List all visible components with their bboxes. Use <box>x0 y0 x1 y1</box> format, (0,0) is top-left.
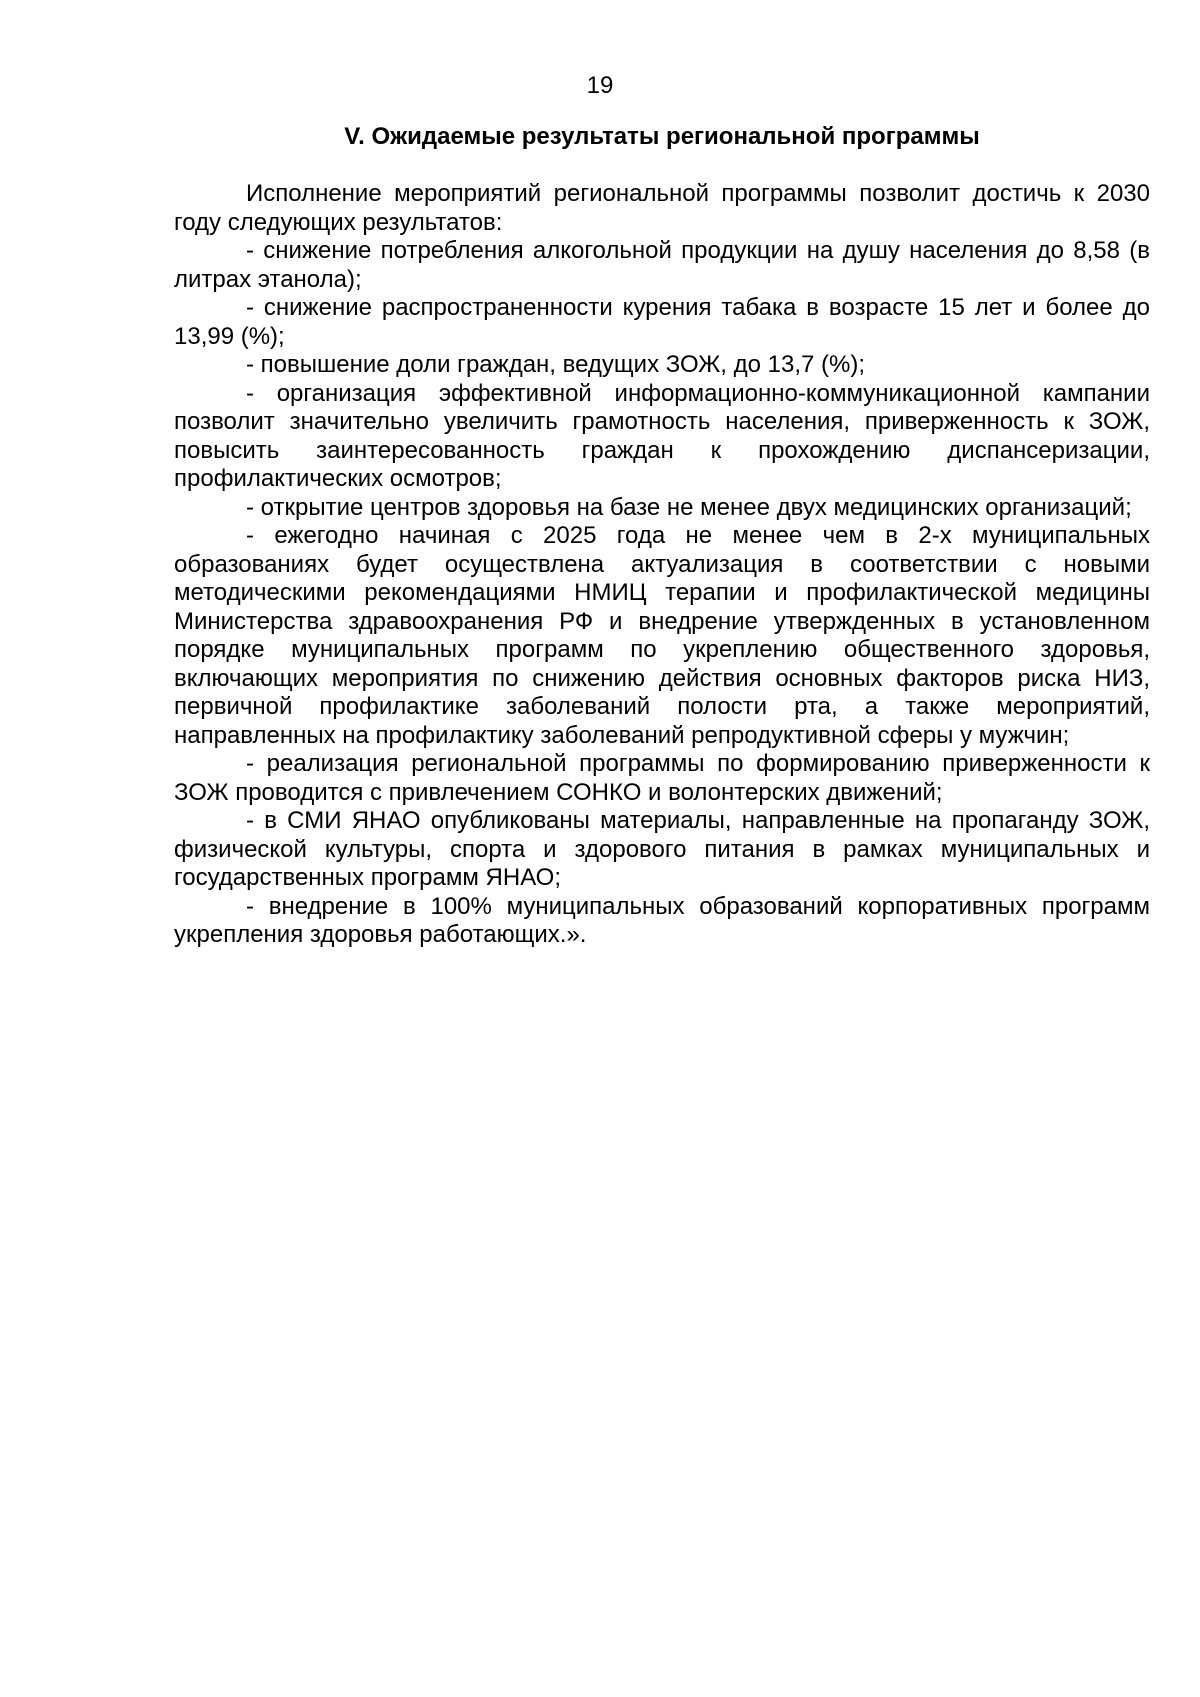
result-item-healthy-lifestyle-share: - повышение доли граждан, ведущих ЗОЖ, до 13,7 (%); <box>246 351 866 378</box>
result-item-media: - в СМИ ЯНАО опубликованы материалы, направленные на пропаганду ЗОЖ, физической культуры, спорта и здорового питания в рамках муниципальных и государственных программ ЯНАО; <box>174 807 1150 891</box>
result-item-municipal-programs: - ежегодно начиная с 2025 года не менее чем в 2-х муниципальных образованиях будет осуществлена актуализация в соответствии с новыми методическими рекомендациями НМИЦ терапии и профилактической медицины Министерства здравоохранения РФ и внедрение утвержденных в установленном порядке муниципальных программ по укреплению общественного здоровья, включающих мероприятия по снижению действия основных факторов риска НИЗ, первичной профилактике заболеваний полости рта, а также мероприятий, направленных на профилактику заболеваний репродуктивной сферы у мужчин; <box>174 522 1150 749</box>
result-item-alcohol: - снижение потребления алкогольной продукции на душу населения до 8,58 (в литрах этанола); <box>174 237 1150 293</box>
section-title: V. Ожидаемые результаты региональной программы <box>344 123 980 150</box>
result-item-smoking: - снижение распространенности курения табака в возрасте 15 лет и более до 13,99 (%); <box>174 294 1150 350</box>
result-item-health-centers: - открытие центров здоровья на базе не менее двух медицинских организаций; <box>246 493 1132 521</box>
result-item-info-campaign: - организация эффективной информационно-коммуникационной кампании позволит значительно увеличить грамотность населения, приверженность к ЗОЖ, повысить заинтересованность граждан к прохождению диспансеризации, профилактических осмотров; <box>174 379 1150 492</box>
result-item-corporate-programs: - внедрение в 100% муниципальных образований корпоративных программ укрепления здоровья работающих.». <box>174 892 1150 948</box>
page-number: 19 <box>586 72 614 99</box>
document-body <box>174 180 1150 950</box>
result-item-volunteers: - реализация региональной программы по формированию приверженности к ЗОЖ проводится с привлечением СОНКО и волонтерских движений; <box>174 750 1150 806</box>
intro-paragraph: Исполнение мероприятий региональной программы позволит достичь к 2030 году следующих результатов: <box>174 180 1150 236</box>
